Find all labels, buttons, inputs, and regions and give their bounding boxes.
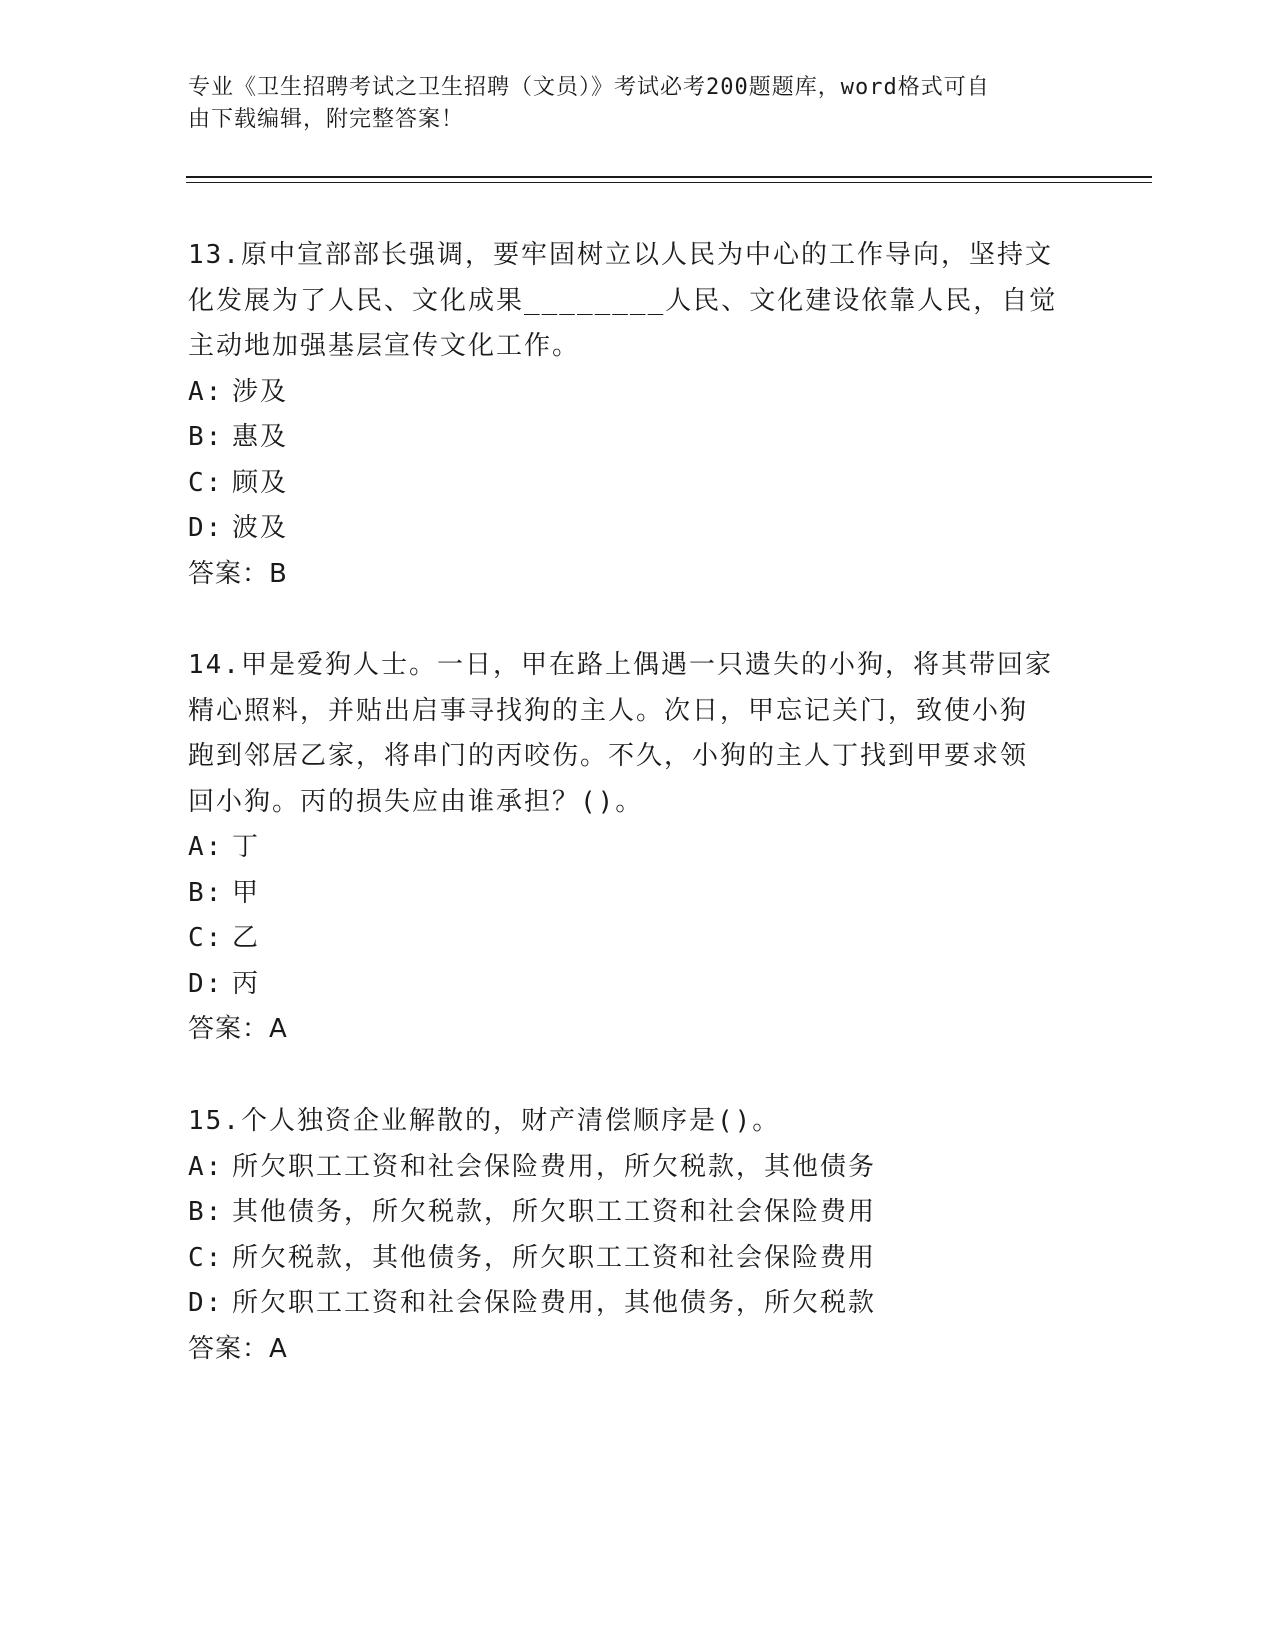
option-key: C: <box>188 1242 224 1273</box>
option-b <box>188 415 1088 461</box>
option-text: 所欠职工工资和社会保险费用，其他债务，所欠税款 <box>232 1288 877 1318</box>
answer-line: 答案：B <box>188 558 288 589</box>
option-text: 波及 <box>232 513 289 543</box>
option-text: 丙 <box>232 968 261 999</box>
option-key: A: <box>188 376 224 407</box>
option-b <box>188 871 1088 917</box>
option-key: A: <box>188 832 224 862</box>
option-text: 乙 <box>232 923 261 953</box>
question-15 <box>188 1099 1088 1372</box>
option-text: 顾及 <box>232 467 289 498</box>
question-stem-line: 精心照料，并贴出启事寻找狗的主人。次日，甲忘记关门，致使小狗 <box>188 695 1029 726</box>
header-line-1: 专业《卫生招聘考试之卫生招聘（文员）》考试必考200题题库，word格式可自 <box>188 75 990 100</box>
option-key: B: <box>188 1197 224 1227</box>
option-text: 丁 <box>232 832 261 862</box>
document-header <box>188 72 1088 136</box>
option-a <box>188 825 1088 871</box>
question-stem-line: 15.个人独资企业解散的，财产清偿顺序是()。 <box>188 1106 781 1136</box>
option-key: C: <box>188 923 224 953</box>
option-a <box>188 370 1088 416</box>
option-a <box>188 1145 1088 1191</box>
option-d <box>188 506 1088 552</box>
option-text: 所欠税款，其他债务，所欠职工工资和社会保险费用 <box>232 1242 877 1273</box>
option-text: 所欠职工工资和社会保险费用，所欠税款，其他债务 <box>232 1151 877 1182</box>
option-key: A: <box>188 1151 224 1182</box>
option-text: 其他债务，所欠税款，所欠职工工资和社会保险费用 <box>232 1197 877 1227</box>
answer-line: 答案：A <box>188 1014 288 1044</box>
option-key: D: <box>188 513 224 543</box>
option-c <box>188 461 1088 507</box>
question-stem-line: 14.甲是爱狗人士。一日，甲在路上偶遇一只遗失的小狗，将其带回家 <box>188 650 1053 680</box>
option-d <box>188 962 1088 1008</box>
option-key: D: <box>188 1288 224 1318</box>
question-stem-line: 主动地加强基层宣传文化工作。 <box>188 331 581 361</box>
option-text: 惠及 <box>232 422 289 452</box>
option-b <box>188 1190 1088 1236</box>
header-divider-secondary <box>186 182 1152 183</box>
option-key: D: <box>188 968 224 999</box>
option-text: 甲 <box>232 877 261 908</box>
option-text: 涉及 <box>232 376 289 407</box>
option-key: B: <box>188 877 224 908</box>
question-13 <box>188 233 1088 597</box>
header-divider <box>186 176 1152 178</box>
question-stem-line: 化发展为了人民、文化成果________人民、文化建设依靠人民，自觉 <box>188 285 1058 316</box>
option-c <box>188 1236 1088 1282</box>
answer-line: 答案：A <box>188 1333 288 1364</box>
header-line-2: 由下载编辑，附完整答案！ <box>188 107 465 132</box>
question-stem-line: 跑到邻居乙家，将串门的丙咬伤。不久，小狗的主人丁找到甲要求领 <box>188 741 1029 771</box>
option-key: C: <box>188 467 224 498</box>
option-d <box>188 1281 1088 1327</box>
question-14 <box>188 643 1088 1053</box>
option-c <box>188 916 1088 962</box>
question-stem-line: 回小狗。丙的损失应由谁承担？()。 <box>188 786 644 817</box>
question-stem-line: 13.原中宣部部长强调，要牢固树立以人民为中心的工作导向，坚持文 <box>188 240 1053 270</box>
option-key: B: <box>188 422 224 452</box>
